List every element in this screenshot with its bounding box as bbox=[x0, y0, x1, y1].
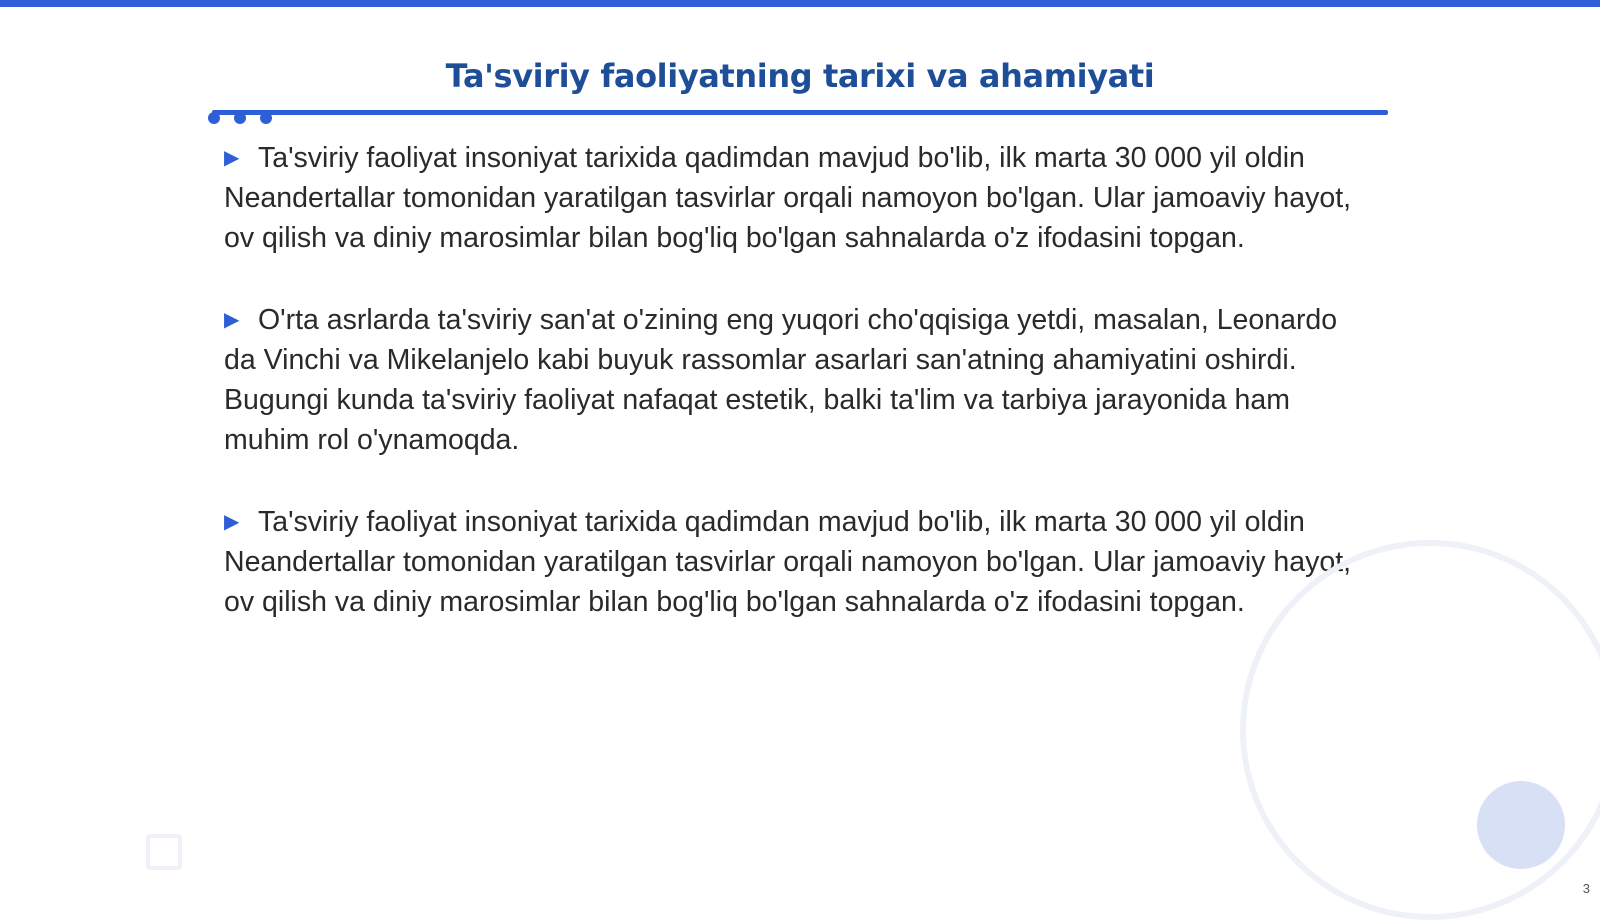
bullet-list bbox=[224, 138, 1354, 664]
bullet-text: O'rta asrlarda ta'sviriy san'at o'zining eng yuqori cho'qqisiga yetdi, masalan, Leonardo da Vinchi va Mikelanjelo kabi buyuk rassomlar asarlari san'atning ahamiyatini oshirdi. Bugungi kunda ta'sviriy faoliyat nafaqat estetik, balki ta'lim va tarbiya jarayonida ham muhim rol o'ynamoqda. bbox=[224, 304, 1338, 456]
decorative-square bbox=[146, 834, 182, 870]
bullet-paragraph bbox=[224, 502, 1354, 622]
title-underline-dot bbox=[234, 112, 246, 124]
bullet-text: Ta'sviriy faoliyat insoniyat tarixida qadimdan mavjud bo'lib, ilk marta 30 000 yil oldin Neandertallar tomonidan yaratilgan tasvirlar orqali namoyon bo'lgan. Ular jamoaviy hayot, ov qilish va diniy marosimlar bilan bog'liq bo'lgan sahnalarda o'z ifodasini topgan. bbox=[224, 142, 1352, 254]
triangle-bullet-icon: ▶ bbox=[224, 147, 240, 169]
title-underline-dot bbox=[260, 112, 272, 124]
triangle-bullet-icon: ▶ bbox=[224, 511, 240, 533]
decorative-ring bbox=[1240, 540, 1600, 920]
triangle-bullet-icon: ▶ bbox=[224, 309, 240, 331]
decorative-circle bbox=[1477, 781, 1565, 869]
title-underline bbox=[212, 110, 1388, 115]
top-accent-bar bbox=[0, 0, 1600, 7]
bullet-text: Ta'sviriy faoliyat insoniyat tarixida qadimdan mavjud bo'lib, ilk marta 30 000 yil oldin Neandertallar tomonidan yaratilgan tasvirlar orqali namoyon bo'lgan. Ular jamoaviy hayot, ov qilish va diniy marosimlar bilan bog'liq bo'lgan sahnalarda o'z ifodasini topgan. bbox=[224, 506, 1352, 618]
page-number: 3 bbox=[1582, 881, 1590, 896]
slide-title: Ta'sviriy faoliyatning tarixi va ahamiyati bbox=[445, 57, 1155, 95]
bullet-paragraph bbox=[224, 300, 1354, 460]
bullet-paragraph bbox=[224, 138, 1354, 258]
title-underline-dot bbox=[208, 112, 220, 124]
